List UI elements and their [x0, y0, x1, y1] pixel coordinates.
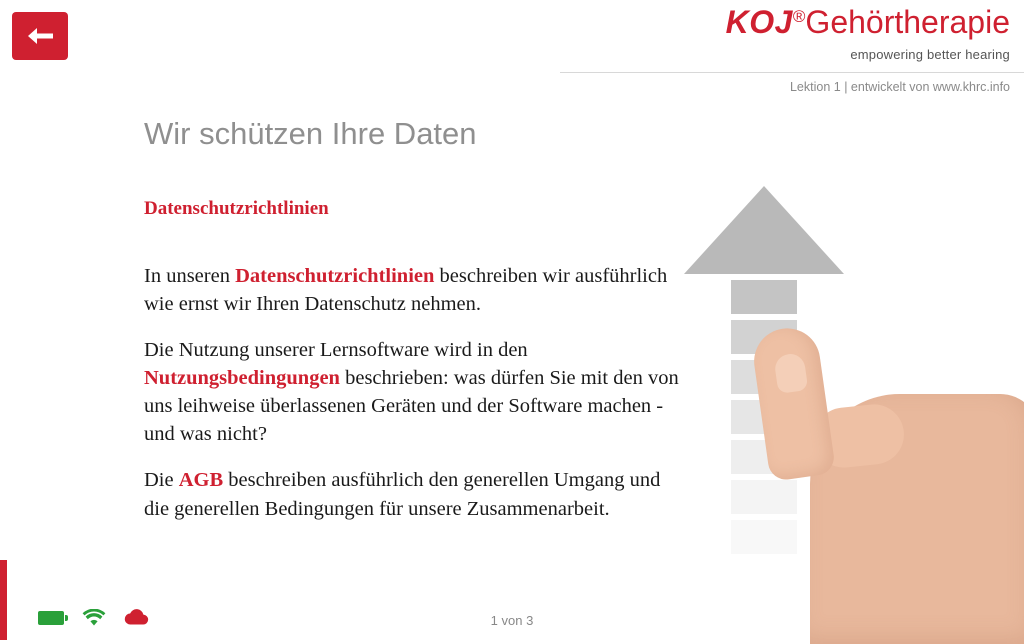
- brand-name-rest: Gehörtherapie: [805, 4, 1010, 40]
- content-body: [144, 198, 684, 523]
- hand-fingernail: [773, 352, 808, 394]
- brand-logo: [726, 6, 1010, 61]
- pointing-hand-icon: [748, 310, 1024, 640]
- hand-index-finger: [750, 324, 836, 482]
- paragraph-1: [144, 262, 684, 318]
- paragraph-3-text-a: Die: [144, 469, 179, 492]
- lesson-info: Lektion 1 | entwickelt von www.khrc.info: [789, 80, 1010, 94]
- link-agb[interactable]: AGB: [178, 469, 224, 492]
- brand-name-bold: KOJ: [725, 4, 793, 40]
- battery-icon: [38, 611, 64, 625]
- paragraph-2-text-a: Die Nutzung unserer Lernsoftware wird in den: [144, 339, 528, 362]
- paragraph-3: [144, 466, 684, 522]
- arrow-left-icon: [25, 26, 55, 46]
- brand-name: [726, 6, 1010, 38]
- arrow-head: [684, 186, 844, 274]
- swipe-up-illustration: [660, 160, 1024, 640]
- left-accent-bar: [0, 560, 7, 640]
- link-datenschutzrichtlinien[interactable]: Datenschutzrichtlinien: [235, 265, 435, 287]
- section-subheading: Datenschutzrichtlinien: [144, 198, 329, 219]
- paragraph-2: [144, 336, 684, 448]
- page-title: Wir schützen Ihre Daten: [144, 116, 477, 151]
- wifi-icon: [82, 609, 106, 626]
- paragraph-3-text-c: beschreiben ausführlich den generellen Umgang und die generellen Bedingungen für unsere Zusammenarbeit.: [144, 469, 661, 520]
- paragraph-1-text-c: beschreiben wir ausführlich wie ernst wir Ihren Datenschutz nehmen.: [144, 265, 668, 316]
- registered-mark: ®: [792, 7, 806, 26]
- paragraph-2-text-c: beschrieben: was dürfen Sie mit den von uns leihweise überlassenen Geräten und der Software machen - und was nicht?: [144, 367, 679, 446]
- status-bar: [38, 609, 150, 626]
- link-nutzungsbedingungen[interactable]: Nutzungsbedingungen: [144, 367, 340, 390]
- paragraph-1-text-a: In unseren: [144, 265, 236, 287]
- arrow-segment: [731, 280, 797, 314]
- page-indicator: 1 von 3: [490, 613, 534, 628]
- header-divider: [560, 72, 1024, 73]
- cloud-icon: [124, 609, 150, 626]
- back-button[interactable]: [12, 12, 68, 60]
- brand-tagline: empowering better hearing: [850, 47, 1010, 62]
